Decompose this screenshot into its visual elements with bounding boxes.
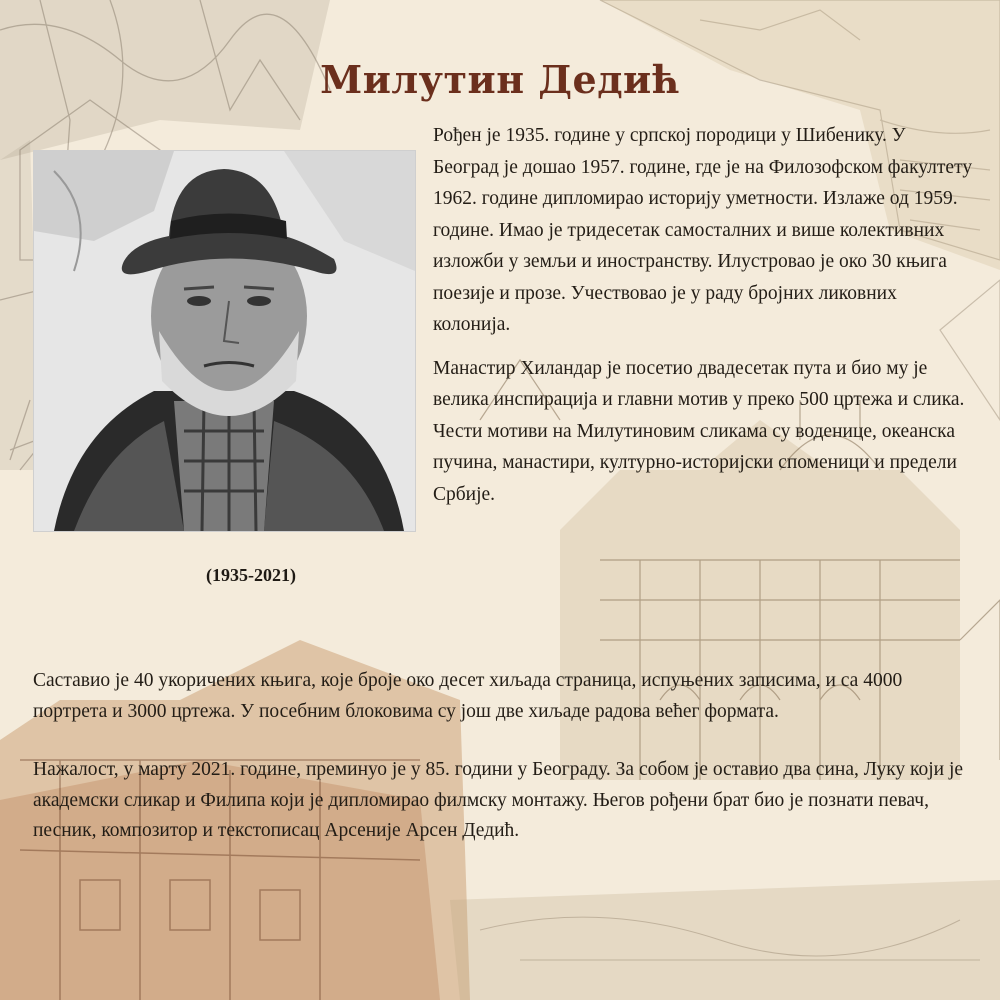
lower-paragraph: Нажалост, у марту 2021. године, преминуо је у 85. години у Београду. За собом је оставио два сина, Луку који је академски сликар и Филипа који је дипломирао филмску монтажу. Његов рођени брат био је познати певач, песник, композитор и текстописац Арсеније Арсен Дедић. <box>33 759 964 841</box>
lower-paragraph: Саставио је 40 укоричених књига, које броје око десет хиљада страница, испуњених записима, и са 4000 портрета и 3000 цртежа. У посебним блоковима су још две хиљаде радова већег формата. <box>33 670 903 722</box>
bio-paragraph: Рођен је 1935. године у српској породици у Шибенику. У Београд је дошао 1957. године, где је на Филозофском факултету 1962. године дипломирао историју уметности. Излаже од 1959. године. Имао је тридесетак самосталних и више колективних изложби у земљи и иностранству. Илустровао је око 30 књига поезије и прозе. Учествовао је у раду бројних ликовних колонија. <box>433 125 973 335</box>
bio-paragraph: Чести мотиви на Милутиновим сликама су воденице, океанска пучина, манастири, културно-историјски споменици и предели Србије. <box>433 420 957 505</box>
biography-lower-text <box>33 666 978 875</box>
page-title: Милутин Дедић <box>320 57 680 103</box>
bio-paragraph: Манастир Хиландар је посетио двадесетак пута и био му је велика инспирација и главни мотив у преко 500 цртежа и слика. <box>433 357 965 410</box>
biography-text <box>433 120 973 522</box>
lifespan-caption: (1935-2021) <box>206 565 296 585</box>
portrait-photo <box>33 150 416 532</box>
